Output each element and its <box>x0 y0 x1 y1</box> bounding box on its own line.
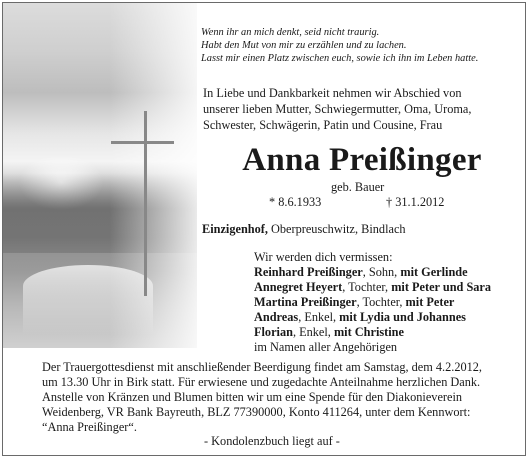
mourners-intro: Wir werden dich vermissen: <box>254 250 393 264</box>
mourner-partner: mit Christine <box>333 325 404 339</box>
mourner-line <box>254 265 468 280</box>
condolence-note: - Kondolenzbuch liegt auf - <box>204 434 340 448</box>
intro-line: unserer lieben Mutter, Schwiegermutter, Oma, Uroma, <box>203 102 472 116</box>
mourner-partner: mit Lydia und Johannes <box>339 310 466 324</box>
water-reflection <box>23 265 153 335</box>
mourner-name: Annegret Heyert <box>254 280 343 294</box>
mourner-relation: , Tochter, <box>342 280 392 294</box>
footer-line: um 13.30 Uhr in Birk statt. Für erwiesene und zugedachte Anteilnahme herzlichen Dank. <box>42 375 481 389</box>
mourner-relation: , Enkel, <box>292 325 334 339</box>
residence-town: Einzigenhof, <box>202 222 268 236</box>
death-date: † 31.1.2012 <box>386 195 445 209</box>
mourner-partner: mit Peter <box>405 295 455 309</box>
mourner-line <box>254 280 491 295</box>
mourner-line <box>254 325 404 340</box>
footer-line: “Anna Preißinger“. <box>42 420 137 434</box>
mourner-name: Reinhard Preißinger <box>254 265 363 279</box>
mourner-partner: mit Gerlinde <box>400 265 468 279</box>
obituary-notice <box>2 2 526 456</box>
mourner-relation: , Sohn, <box>362 265 401 279</box>
poem-line: Habt den Mut von mir zu erzählen und zu lachen. <box>201 40 407 51</box>
mourner-partner: mit Peter und Sara <box>391 280 492 294</box>
deceased-name: Anna Preißinger <box>242 142 482 178</box>
mourner-name: Martina Preißinger <box>254 295 357 309</box>
birth-date: * 8.6.1933 <box>269 195 322 209</box>
mourners-closing: im Namen aller Angehörigen <box>254 340 398 354</box>
mourner-name: Andreas <box>254 310 299 324</box>
tree-silhouette <box>3 173 197 253</box>
sunset-photo <box>3 3 197 348</box>
intro-line: In Liebe und Dankbarkeit nehmen wir Abschied von <box>203 86 462 100</box>
residence-rest: Oberpreuschwitz, Bindlach <box>267 222 406 236</box>
mourner-line <box>254 295 454 310</box>
cross-icon-bar <box>111 141 174 144</box>
mourner-relation: , Enkel, <box>298 310 340 324</box>
residence <box>202 222 406 237</box>
poem-line: Wenn ihr an mich denkt, seid nicht traurig. <box>201 27 380 38</box>
intro-line: Schwester, Schwägerin, Patin und Cousine, Frau <box>203 118 443 132</box>
mourner-line <box>254 310 466 325</box>
poem-line: Lasst mir einen Platz zwischen euch, sowie ich ihn im Leben hatte. <box>201 53 479 64</box>
footer-line: Weidenberg, VR Bank Bayreuth, BLZ 77390000, Konto 411264, unter dem Kennwort: <box>42 405 471 419</box>
cross-icon <box>144 111 147 296</box>
footer-line: Anstelle von Kränzen und Blumen bitten wir um eine Spende für den Diakonieverein <box>42 390 463 404</box>
mourner-name: Florian <box>254 325 293 339</box>
mourner-relation: , Tochter, <box>356 295 406 309</box>
birth-name: geb. Bauer <box>331 180 385 194</box>
footer-line: Der Trauergottesdienst mit anschließender Beerdigung findet am Samstag, dem 4.2.2012, <box>42 360 482 374</box>
